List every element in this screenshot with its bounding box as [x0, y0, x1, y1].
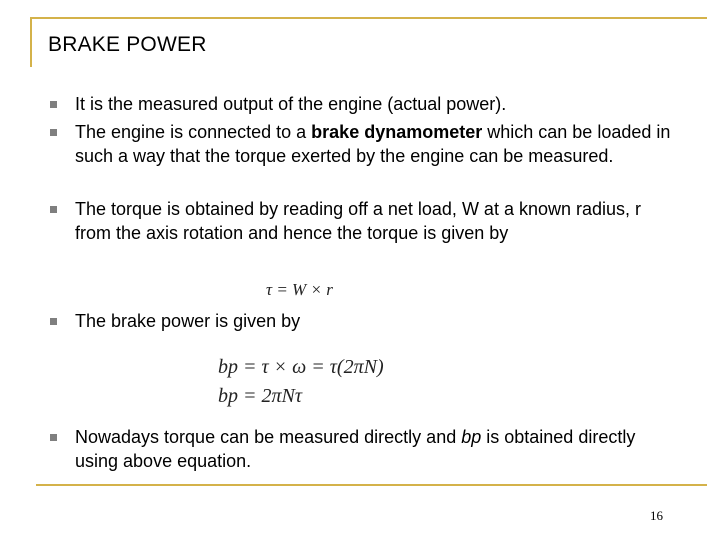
bullet-text-3: The torque is obtained by reading off a net load, W at a known radius, r from the axis rotation and hence the torque is given by — [75, 199, 642, 243]
bullet-marker — [50, 101, 57, 108]
frame-top-rule — [30, 17, 707, 19]
bullet-text-4: The brake power is given by — [75, 311, 301, 331]
bullet-text-5-post: is obtained directly using above equation. — [75, 427, 636, 471]
frame-left-rule — [30, 17, 32, 67]
slide-title: BRAKE POWER — [48, 33, 207, 56]
bullet-text-2-pre: The engine is connected to a — [75, 122, 312, 142]
page-number: 16 — [650, 508, 663, 523]
bullet-marker — [50, 434, 57, 441]
torque-equation: τ = W × r — [266, 280, 333, 299]
bullet-marker — [50, 206, 57, 213]
frame-bottom-rule — [36, 484, 707, 486]
bullet-text-2-bold: brake dynamometer — [311, 122, 483, 142]
brake-power-equation-1: bp = τ × ω = τ(2πN) — [218, 356, 384, 378]
bullet-text-5-pre: Nowadays torque can be measured directly and — [75, 427, 462, 447]
bullet-text-1: It is the measured output of the engine (actual power). — [75, 94, 507, 114]
bullet-text-5-italic: bp — [461, 427, 482, 447]
bullet-marker — [50, 318, 57, 325]
bullet-text-5 — [75, 426, 675, 473]
brake-power-equation-2: bp = 2πNτ — [218, 385, 303, 407]
bullet-text-2 — [75, 121, 675, 168]
bullet-text-2-post: which can be loaded in such a way that the torque exerted by the engine can be measured. — [75, 122, 671, 166]
bullet-marker — [50, 129, 57, 136]
